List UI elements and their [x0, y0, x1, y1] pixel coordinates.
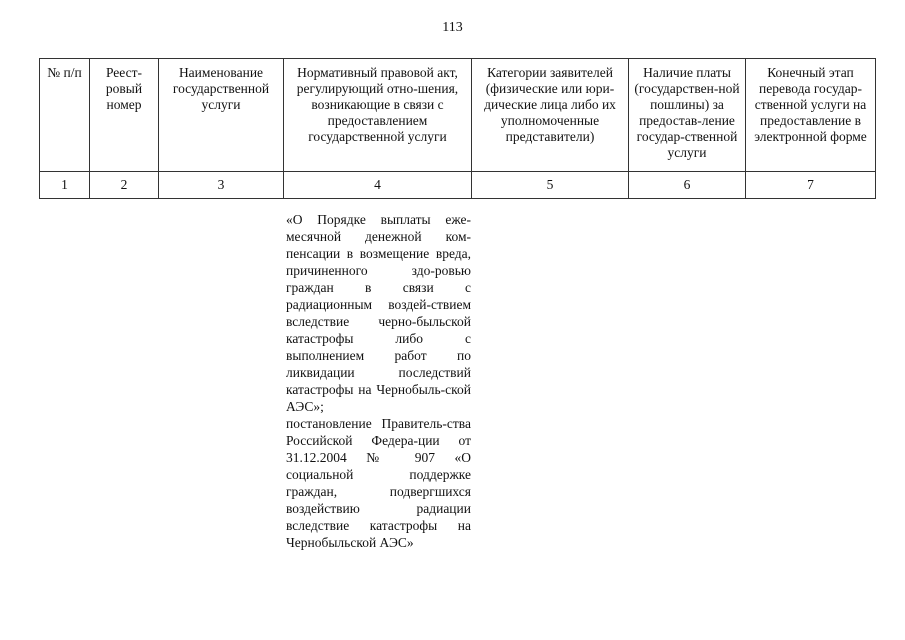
header-cell-fee: Наличие платы (государствен-ной пошлины) за предостав-ление государ-ственной услуги — [629, 59, 746, 172]
column-number-cell: 4 — [284, 172, 472, 199]
legal-act-paragraph: постановление Правитель-ства Российской Федера-ции от 31.12.2004 № 907 «О социальной поддержке граждан, подвергшихся воздействию радиации вследствие катастрофы на Чернобыльской АЭС» — [286, 416, 471, 550]
header-cell-applicants: Категории заявителей (физические или юри-дические лица либо их уполномоченные представители) — [472, 59, 629, 172]
legal-act-paragraph: «О Порядке выплаты еже-месячной денежной ком-пенсации в возмещение вреда, причиненного здо-ровью граждан в связи с радиационным воздей-ствием вследствие черно-быльской катастрофы либо с выполнением работ по ликвидации последствий катастрофы на Чернобыль-ской АЭС»; — [286, 212, 471, 414]
header-cell-number: № п/п — [40, 59, 90, 172]
table-header-row — [40, 59, 876, 172]
column-number-cell: 5 — [472, 172, 629, 199]
column-number-cell: 7 — [746, 172, 876, 199]
column-number-cell: 3 — [159, 172, 284, 199]
column-number-cell: 6 — [629, 172, 746, 199]
header-cell-service-name: Наименование государственной услуги — [159, 59, 284, 172]
column-number-cell: 1 — [40, 172, 90, 199]
column-number-cell: 2 — [90, 172, 159, 199]
header-cell-legal-act: Нормативный правовой акт, регулирующий отно-шения, возникающие в связи с предоставлением государственной услуги — [284, 59, 472, 172]
column-numbers-row — [40, 172, 876, 199]
header-cell-final-stage: Конечный этап перевода государ-ственной услуги на предоставление в электронной форме — [746, 59, 876, 172]
legal-act-continuation — [286, 211, 471, 551]
header-cell-registry: Реест-ровый номер — [90, 59, 159, 172]
page-number: 113 — [442, 20, 463, 35]
services-table — [39, 58, 876, 199]
